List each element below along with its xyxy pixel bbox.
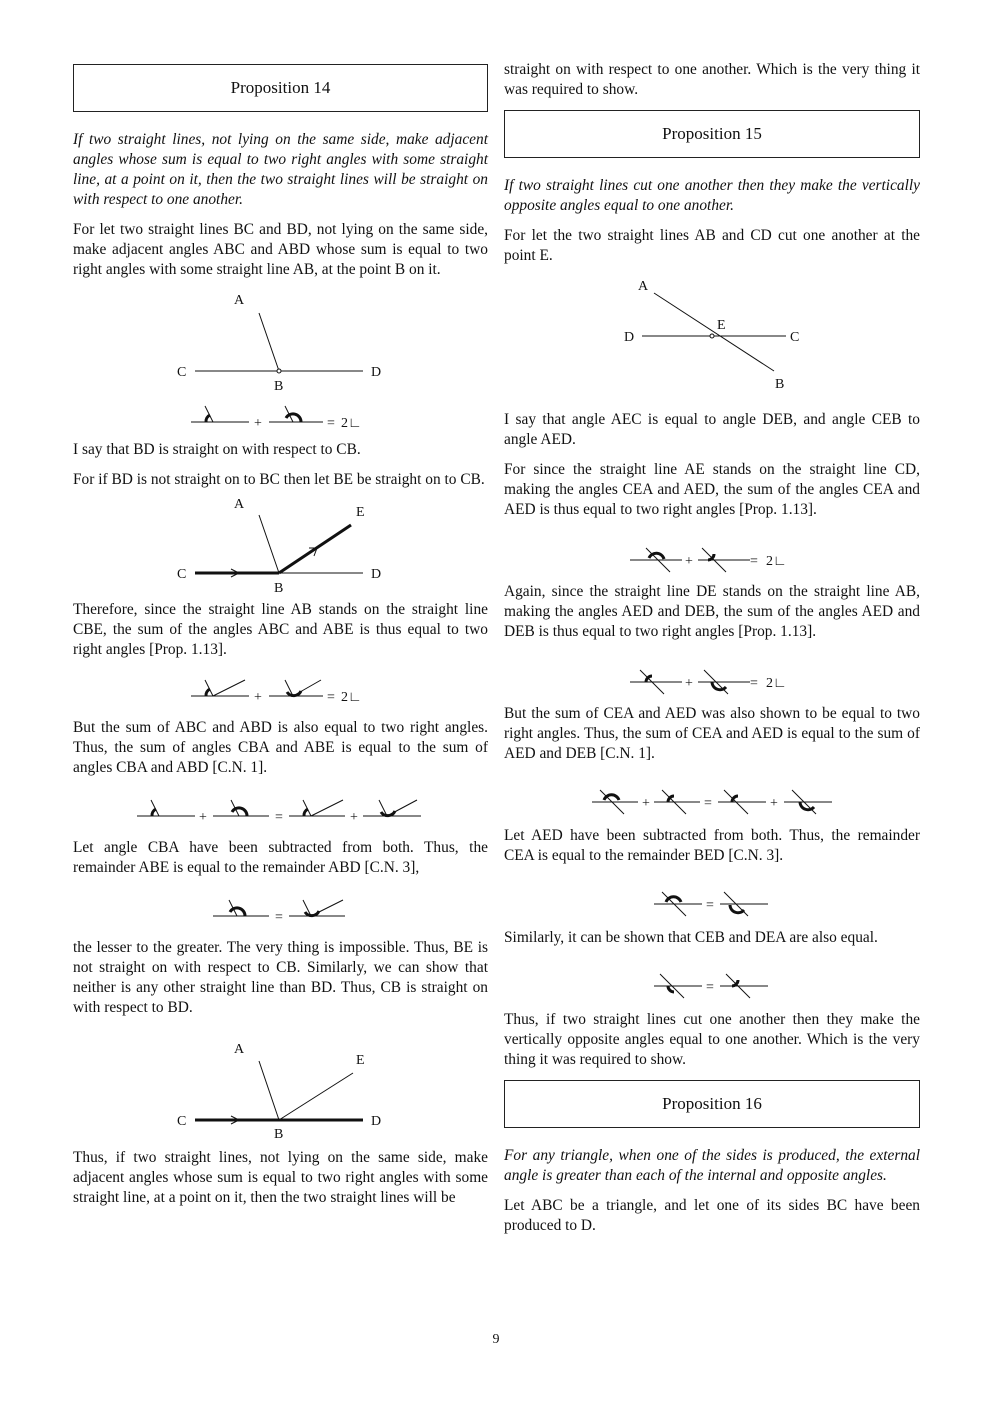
label-B: B <box>274 581 284 596</box>
paragraph: But the sum of ABC and ABD is also equal to two right angles. Thus, the sum of angles CBA and ABE is equal to the sum of angles CBA and ABD [C.N. 1]. <box>73 719 488 776</box>
plus: + <box>685 554 693 569</box>
angle-arc <box>152 809 156 816</box>
paragraph: Again, since the straight line DE stands on the straight line AB, making the angles AED and DEB, the sum of the angles AED and DEB is thus equal to two right angles [Prop. 1.13]. <box>504 583 920 640</box>
figure-line <box>654 293 774 371</box>
paragraph: Let ABC be a triangle, and let one of its sides BC have been produced to D. <box>504 1197 920 1234</box>
paragraph: straight on with respect to one another. Which is the very thing it was required to show. <box>504 61 920 98</box>
label-D: D <box>371 567 382 582</box>
label-E: E <box>356 1053 365 1068</box>
label-A: A <box>638 279 649 294</box>
angle-arc <box>712 682 726 690</box>
paragraph: Let angle CBA have been subtracted from both. Thus, the remainder ABE is equal to the remainder ABD [C.N. 3], <box>73 839 488 876</box>
proposition-15-enunciation: If two straight lines cut one another then they make the vertically opposite angles equal to one another. <box>504 177 920 214</box>
angle-arc <box>287 691 301 696</box>
label-B: B <box>775 377 785 392</box>
label-E: E <box>356 505 365 520</box>
angle-equation-4 <box>73 888 488 938</box>
paragraph: Therefore, since the straight line AB stands on the straight line CBE, the sum of the angles ABC and ABE is thus equal to two right angles [Prop. 1.13]. <box>73 601 488 658</box>
two-right-angles: 2∟ <box>341 416 362 431</box>
figure-line <box>279 1073 353 1120</box>
angle-arc <box>304 809 308 816</box>
page-number: 9 <box>492 1332 500 1347</box>
equals: = <box>275 810 283 825</box>
angle-arc <box>381 811 395 816</box>
right-column <box>504 60 920 1246</box>
angle-arc <box>666 897 681 902</box>
equals: = <box>706 898 714 913</box>
angle-equation-6 <box>504 652 920 704</box>
figure-line <box>259 515 279 573</box>
angle-arc <box>730 905 744 913</box>
figure-line <box>311 800 343 816</box>
proposition-15-heading <box>504 110 920 158</box>
paragraph: the lesser to the greater. The very thing is impossible. Thus, BE is not straight on with respect to CB. Similarly, we can show that neither is any other straight line than BD. Thus, CB is straight on with respect to BD. <box>73 939 488 1016</box>
angle-arc <box>230 908 245 916</box>
angle-arc <box>206 415 210 422</box>
proposition-16-title: Proposition 16 <box>662 1094 762 1113</box>
paragraph: But the sum of CEA and AED was also shown to be equal to two right angles. Thus, the sum of CEA and AED is equal to the sum of AED and DEB [C.N. 1]. <box>504 705 920 762</box>
left-column <box>73 60 488 1218</box>
proposition-15-title: Proposition 15 <box>662 124 762 143</box>
paragraph: I say that angle AEC is equal to angle DEB, and angle CEB to angle AED. <box>504 411 920 448</box>
equals: = <box>327 690 335 705</box>
label-E: E <box>717 318 726 333</box>
figure-prop14-1 <box>73 290 488 398</box>
plus: + <box>254 416 262 431</box>
angle-equation-3 <box>73 788 488 838</box>
label-C: C <box>177 365 187 380</box>
label-D: D <box>624 330 635 345</box>
angle-arc <box>604 795 619 800</box>
paragraph: Thus, if two straight lines cut one another then they make the vertically opposite angles equal to one another. Which is the very thing it was required to show. <box>504 1011 920 1068</box>
paragraph: Similarly, it can be shown that CEB and DEA are also equal. <box>504 929 878 946</box>
figure-line <box>279 525 351 573</box>
label-C: C <box>790 330 800 345</box>
two-right-angles: 2∟ <box>766 554 787 569</box>
label-D: D <box>371 1114 382 1129</box>
angle-arc <box>800 802 814 810</box>
figure-prop14-2 <box>73 497 488 600</box>
equals: = <box>750 676 758 691</box>
figure-line <box>259 313 279 371</box>
plus: + <box>350 810 358 825</box>
angle-equation-1 <box>73 398 488 440</box>
figure-prop15 <box>504 276 920 410</box>
figure-line <box>213 680 245 696</box>
angle-arc <box>305 911 319 916</box>
plus: + <box>642 796 650 811</box>
label-C: C <box>177 567 187 582</box>
equals: = <box>750 554 758 569</box>
figure-prop14-3 <box>73 1028 488 1148</box>
angle-arc <box>232 808 247 816</box>
angle-equation-5 <box>504 530 920 582</box>
plus: + <box>685 676 693 691</box>
plus: + <box>770 796 778 811</box>
paragraph: Thus, if two straight lines, not lying on the same side, make adjacent angles whose sum is equal to two right angles with some straight line, at a point on it, then the two straight lines will be <box>73 1149 488 1206</box>
equals: = <box>327 416 335 431</box>
proposition-16-enunciation: For any triangle, when one of the sides is produced, the external angle is greater than each of the internal and opposite angles. <box>504 1147 920 1184</box>
proposition-16-heading <box>504 1080 920 1128</box>
label-A: A <box>234 1042 245 1057</box>
angle-equation-7 <box>504 774 920 826</box>
paragraph: I say that BD is straight on with respect to CB. <box>73 441 361 458</box>
figure-line <box>259 1061 279 1120</box>
label-D: D <box>371 365 382 380</box>
label-A: A <box>234 293 245 308</box>
plus: + <box>199 810 207 825</box>
paragraph: For since the straight line AE stands on the straight line CD, making the angles CEA and AED, the sum of the angles CEA and AED is thus equal to two right angles [Prop. 1.13]. <box>504 461 920 518</box>
label-A: A <box>234 497 245 512</box>
proposition-14-heading <box>73 64 488 112</box>
equals: = <box>275 910 283 925</box>
angle-equation-8 <box>504 876 920 928</box>
point-marker <box>710 334 714 338</box>
paragraph: Let AED have been subtracted from both. Thus, the remainder CEA is equal to the remainder BED [C.N. 3]. <box>504 827 920 864</box>
proposition-14-enunciation: If two straight lines, not lying on the same side, make adjacent angles whose sum is equal to two right angles with some straight line, at a point on it, then the two straight lines will be straight on with respect to one another. <box>73 131 488 208</box>
point-marker <box>277 369 281 373</box>
paragraph: For if BD is not straight on to BC then let BE be straight on to CB. <box>73 471 485 488</box>
label-B: B <box>274 379 284 394</box>
equals: = <box>704 796 712 811</box>
angle-arc <box>206 689 210 696</box>
plus: + <box>254 690 262 705</box>
label-C: C <box>177 1114 187 1129</box>
paragraph: For let the two straight lines AB and CD cut one another at the point E. <box>504 227 920 264</box>
angle-arc <box>286 414 301 422</box>
equals: = <box>706 980 714 995</box>
angle-equation-2 <box>73 670 488 718</box>
two-right-angles: 2∟ <box>766 676 787 691</box>
paragraph: For let two straight lines BC and BD, not lying on the same side, make adjacent angles ABC and ABD whose sum is equal to two right angles with some straight line AB, at the point B on it. <box>73 221 488 278</box>
angle-equation-9 <box>504 958 920 1010</box>
label-B: B <box>274 1127 284 1142</box>
proposition-14-title: Proposition 14 <box>230 78 331 97</box>
two-right-angles: 2∟ <box>341 690 362 705</box>
